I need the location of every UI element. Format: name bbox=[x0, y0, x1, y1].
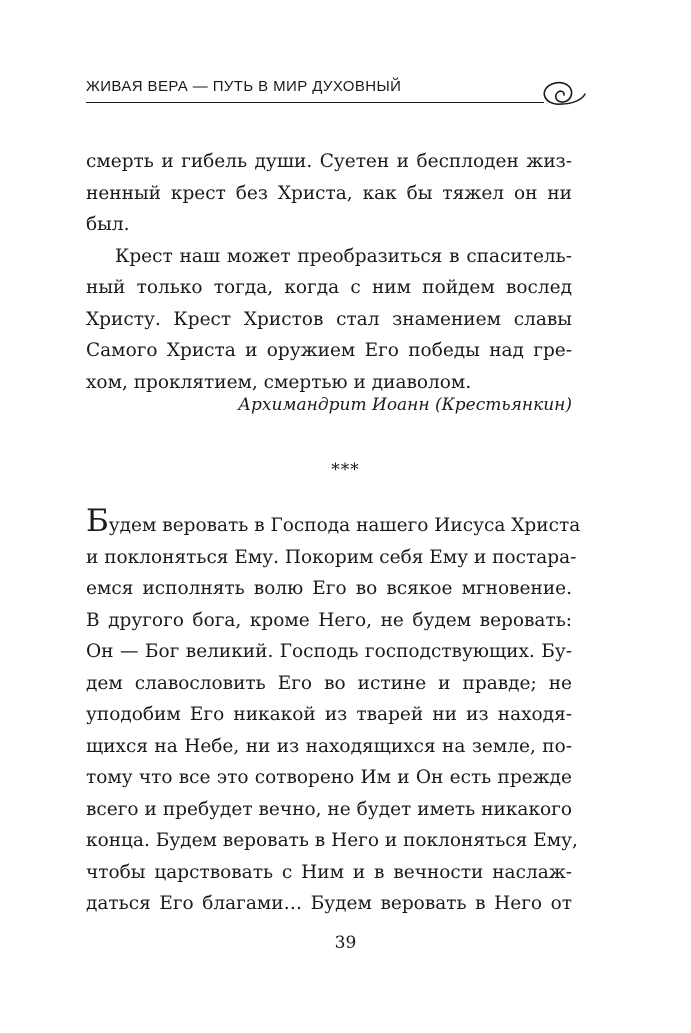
main-line: конца. Будем веровать в Него и поклоняться Ему, bbox=[86, 830, 578, 851]
main-line: даться Его благами… Будем веровать в Него от bbox=[86, 893, 572, 914]
quote-text bbox=[86, 146, 572, 398]
main-text bbox=[86, 503, 581, 920]
quote-line: ный только тогда, когда с ним пойдем вослед bbox=[86, 277, 572, 298]
main-line: чтобы царствовать с Ним и в вечности наслаж- bbox=[86, 861, 572, 883]
page-number: 39 bbox=[334, 933, 357, 953]
section-separator: *** bbox=[331, 460, 360, 480]
main-line-first bbox=[86, 503, 581, 542]
running-header bbox=[86, 74, 586, 114]
quote-line: ненный крест без Христа, как бы тяжел он ни bbox=[86, 182, 572, 204]
quote-line: был. bbox=[86, 214, 130, 235]
header-rule bbox=[86, 102, 544, 103]
main-line: Он — Бог великий. Господь господствующих. Бу- bbox=[86, 641, 572, 662]
quote-line: Самого Христа и оружием Его победы над гре- bbox=[86, 340, 572, 361]
main-line: уподобим Его никакой из тварей ни из находя- bbox=[86, 704, 572, 725]
main-line: тому что все это сотворено Им и Он есть прежде bbox=[86, 767, 572, 788]
swirl-ornament-icon bbox=[532, 74, 586, 114]
drop-cap: Б bbox=[86, 503, 109, 539]
main-line: В другого бога, кроме Него, не будем веровать: bbox=[86, 609, 572, 631]
main-line: щихся на Небе, ни из находящихся на земле, по- bbox=[86, 735, 572, 757]
main-line: емся исполнять волю Его во всякое мгновение. bbox=[86, 578, 572, 599]
quote-line: хом, проклятием, смертью и диаволом. bbox=[86, 371, 472, 393]
quote-line: Христу. Крест Христов стал знамением славы bbox=[86, 308, 572, 330]
quote-line: смерть и гибель души. Суетен и бесплоден жиз- bbox=[86, 151, 572, 172]
main-line: всего и пребудет вечно, не будет иметь никакого bbox=[86, 798, 572, 820]
running-header-title: ЖИВАЯ ВЕРА — ПУТЬ В МИР ДУХОВНЫЙ bbox=[86, 78, 402, 95]
quote-attribution: Архимандрит Иоанн (Крестьянкин) bbox=[238, 395, 572, 415]
main-line: дем славословить Его во истине и правде; не bbox=[86, 672, 572, 694]
quote-line: Крест наш может преобразиться в спаситель- bbox=[115, 245, 572, 267]
main-line: и поклоняться Ему. Покорим себя Ему и постара- bbox=[86, 546, 577, 568]
main-line-first-text: удем веровать в Господа нашего Иисуса Христа bbox=[108, 515, 581, 536]
